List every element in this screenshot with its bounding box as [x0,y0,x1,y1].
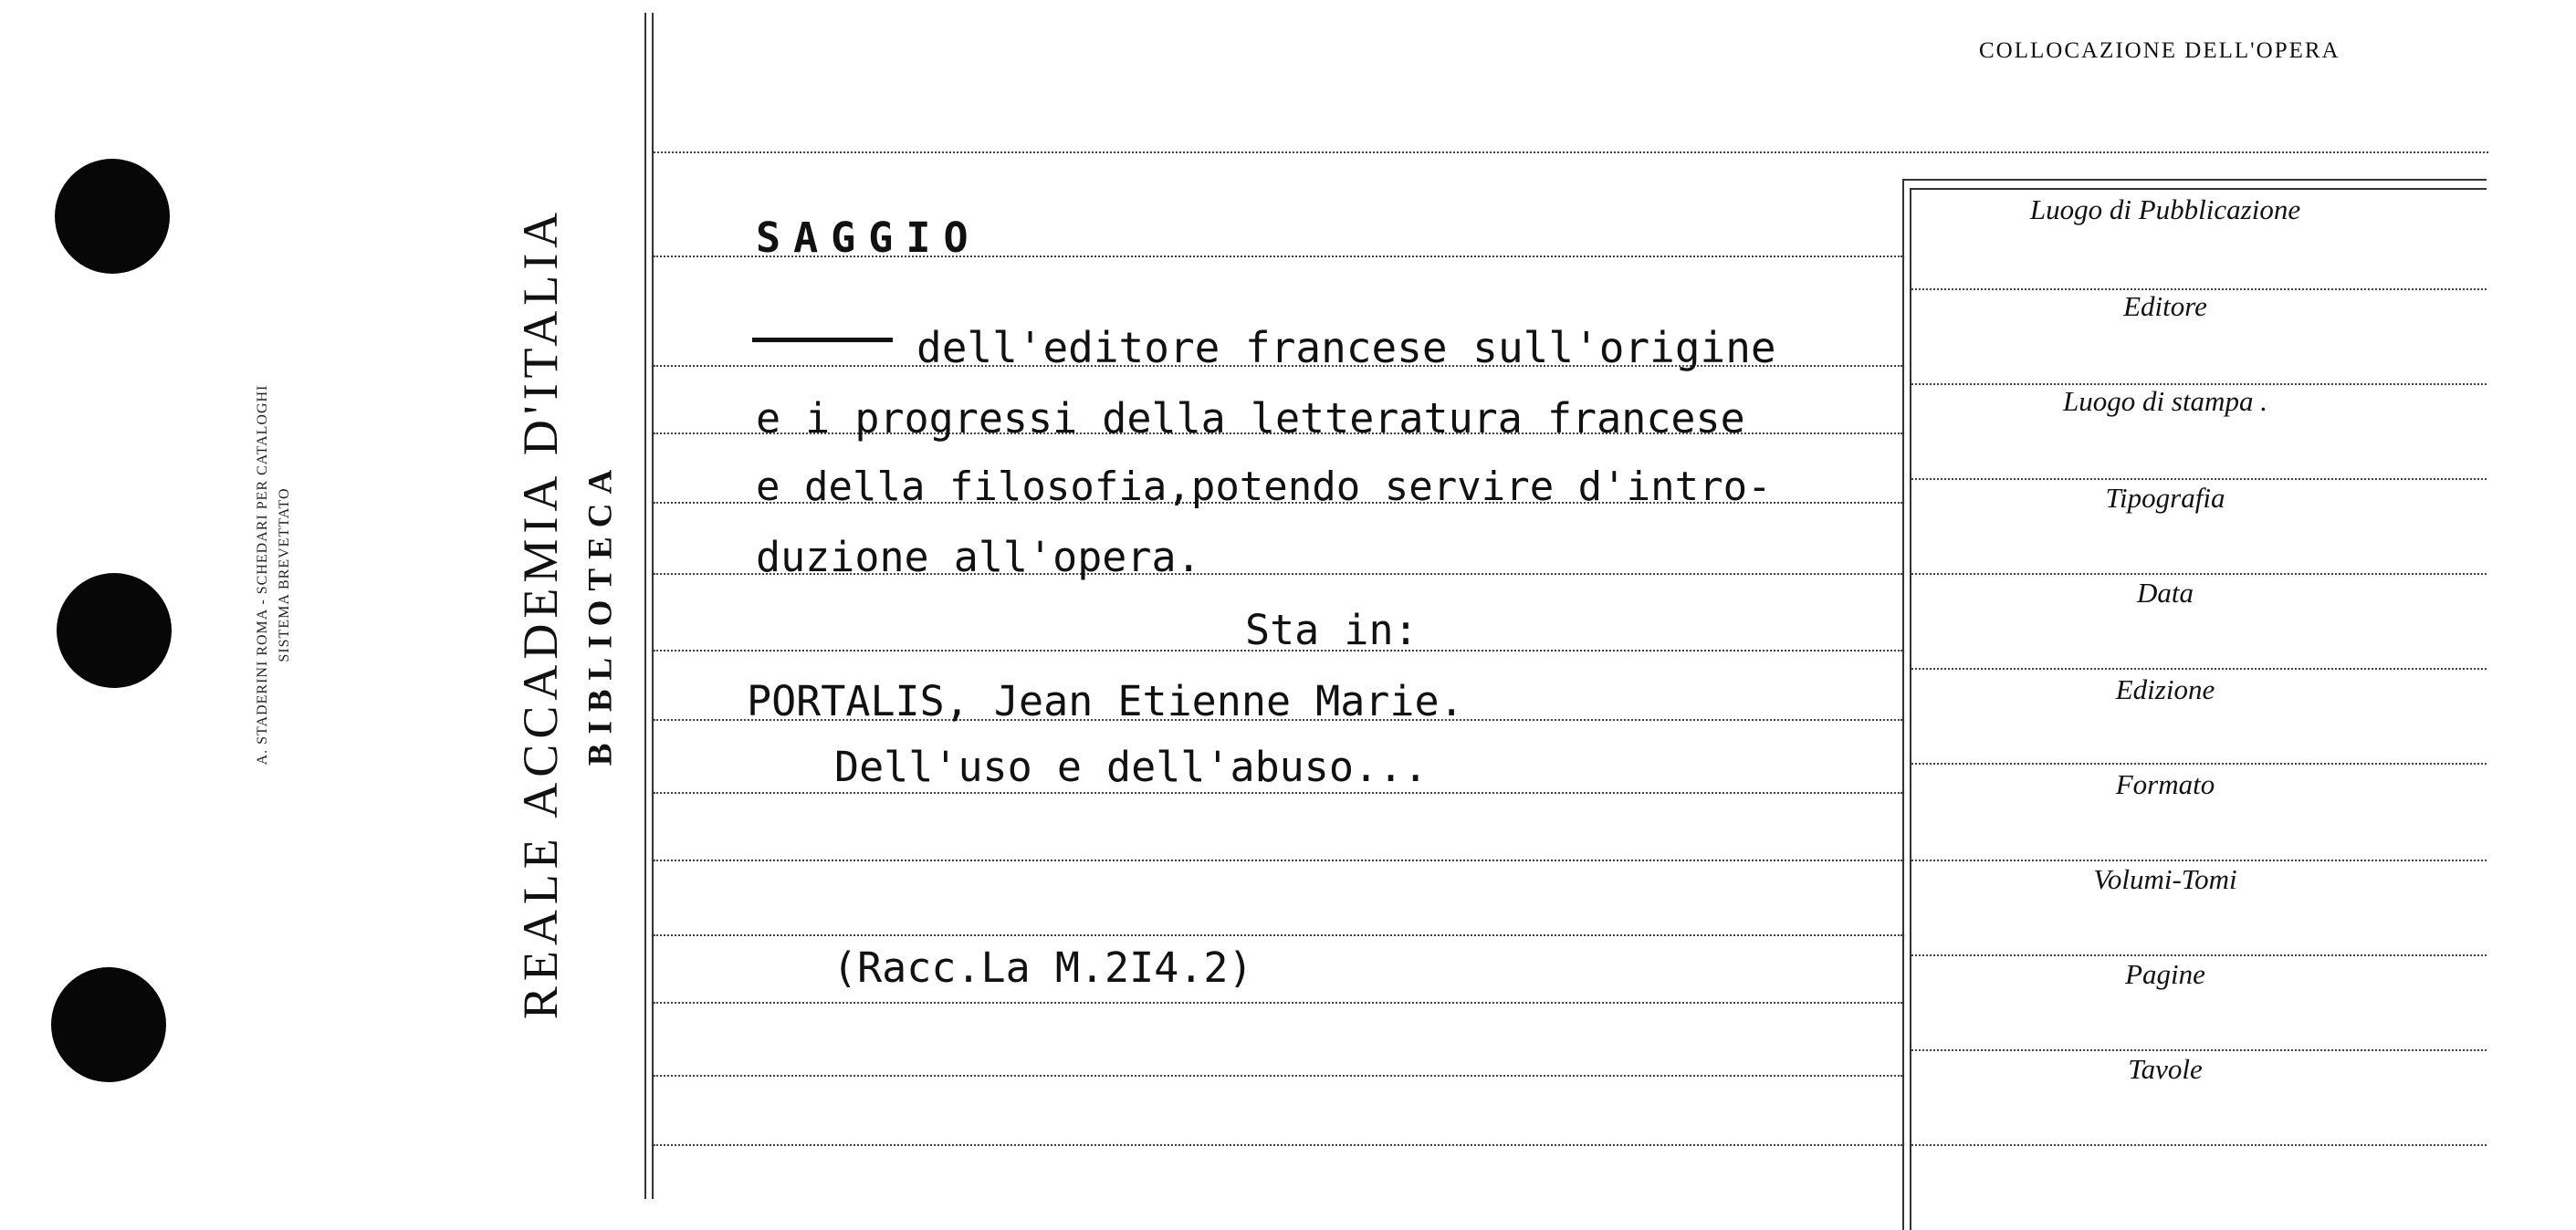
entry-text-line4: duzione all'opera. [756,533,1201,581]
fields-panel-top-rule-outer [1902,179,2487,181]
field-divider [1911,668,2487,670]
field-label-luogo-pubblicazione: Luogo di Pubblicazione [2029,193,2301,225]
ruled-line [654,792,1902,794]
field-divider [1911,763,2487,765]
field-divider [1911,573,2487,575]
parent-title: Dell'uso e dell'abuso... [834,743,1429,791]
in-label: Sta in: [1245,606,1419,654]
field-label-volumi-tomi: Volumi-Tomi [2093,863,2237,895]
entry-text-line1: dell'editore francese sull'origine [916,323,1776,372]
printer-imprint-line2: SISTEMA BREVETTATO [277,487,292,662]
entry-title: SAGGIO [756,214,981,262]
field-label-pagine: Pagine [2125,958,2205,990]
shelfmark: (Racc.La M.2I4.2) [832,943,1253,992]
field-divider [1911,478,2487,480]
ruled-line [654,934,1902,936]
ruled-line [654,151,2488,153]
punch-hole-top [55,159,170,274]
department-name-text: BIBLIOTECA [581,460,620,766]
printer-imprint-line1: A. STADERINI ROMA - SCHEDARI PER CATALOGHI [255,384,270,766]
field-label-edizione: Edizione [2115,673,2215,705]
ruled-line [654,1002,1902,1004]
entry-text-line2: e i progressi della letteratura francese [756,394,1745,443]
ruled-line [654,860,1902,861]
institution-name-text: REALE ACCADEMIA D'ITALIA [513,206,568,1020]
left-border-rule-outer [644,13,646,1199]
field-label-tavole: Tavole [2128,1053,2203,1085]
field-label-luogo-stampa: Luogo di stampa . [2063,385,2267,417]
fields-panel-rule-outer [1902,179,1904,1230]
location-header: COLLOCAZIONE DELL'OPERA [1979,38,2340,63]
left-border-rule-inner [652,13,654,1199]
field-label-tipografia: Tipografia [2105,482,2225,514]
field-divider [1911,1144,2487,1146]
entry-text-line3: e della filosofia,potendo servire d'intro- [756,464,1772,510]
field-label-data: Data [2137,577,2194,609]
fields-panel-top-rule-inner [1910,188,2487,190]
author-name: PORTALIS, Jean Etienne Marie. [747,677,1464,725]
field-divider [1911,860,2487,861]
ruled-line [654,1144,1902,1146]
field-label-editore: Editore [2123,290,2207,322]
field-divider [1911,1049,2487,1051]
field-label-formato: Formato [2115,768,2215,800]
punch-hole-bottom [51,967,166,1082]
punch-hole-middle [57,573,172,688]
field-divider [1911,954,2487,956]
repeat-heading-dash [752,338,893,342]
ruled-line [654,1075,1902,1077]
